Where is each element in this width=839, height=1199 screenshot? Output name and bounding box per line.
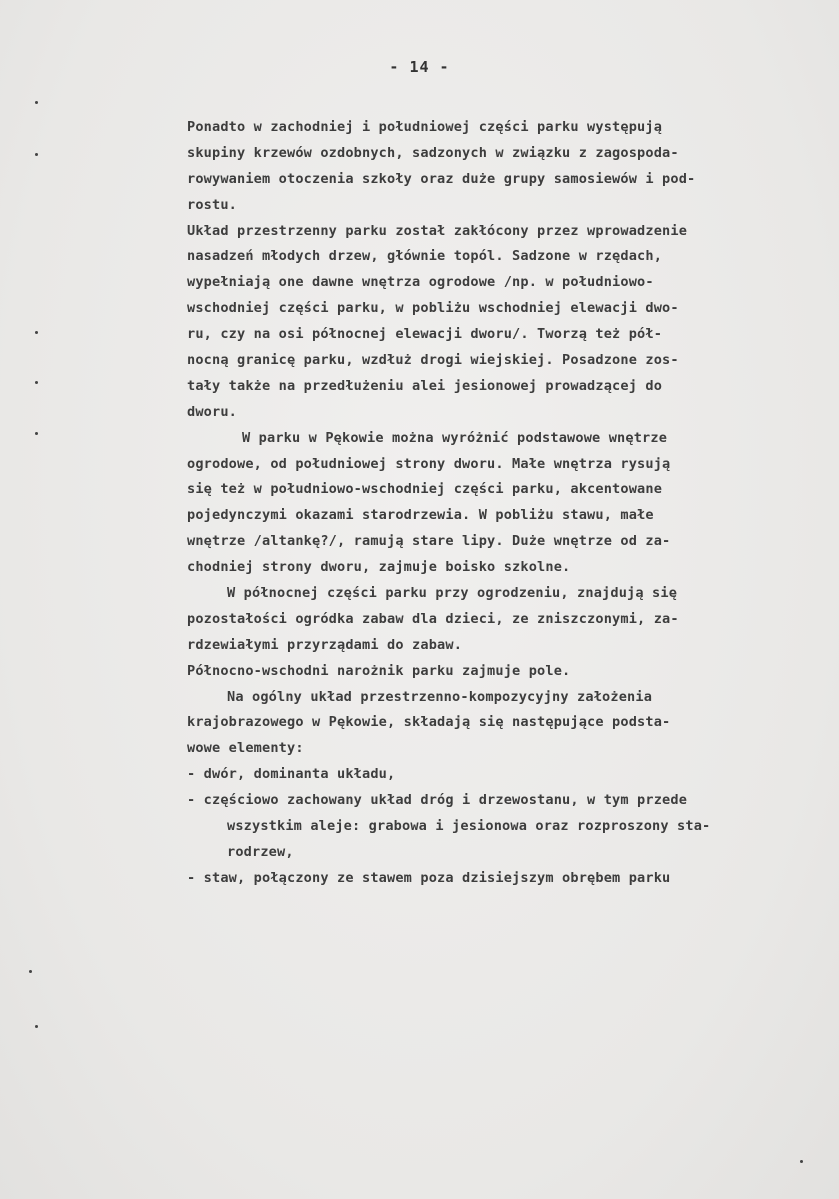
- text-line: Ponadto w zachodniej i południowej części parku występują: [187, 119, 663, 135]
- text-line: nasadzeń młodych drzew, głównie topól. Sadzone w rzędach,: [187, 248, 663, 265]
- text-line: pojedynczymi okazami starodrzewia. W pobliżu stawu, małe: [187, 507, 654, 524]
- list-item: - częściowo zachowany układ dróg i drzewostanu, w tym przede: [187, 792, 688, 809]
- text-line: się też w południowo-wschodniej części parku, akcentowane: [187, 481, 663, 498]
- text-line: ogrodowe, od południowej strony dworu. Małe wnętrza rysują: [187, 455, 671, 472]
- text-line: krajobrazowego w Pękowie, składają się następujące podsta-: [187, 714, 671, 731]
- text-line: Północno-wschodni narożnik parku zajmuje pole.: [187, 662, 571, 679]
- text-line: chodniej strony dworu, zajmuje boisko szkolne.: [187, 559, 571, 576]
- document-body: [187, 115, 819, 892]
- text-line: skupiny krzewów ozdobnych, sadzonych w związku z zagospoda-: [187, 144, 679, 161]
- text-line: rostu.: [187, 196, 238, 213]
- scan-speck: [35, 331, 38, 334]
- text-line: wnętrze /altankę?/, ramują stare lipy. Duże wnętrze od za-: [187, 533, 671, 550]
- scan-speck: [35, 101, 38, 104]
- text-line: rowywaniem otoczenia szkoły oraz duże grupy samosiewów i pod-: [187, 170, 696, 187]
- text-line: W północnej części parku przy ogrodzeniu, znajdują się: [227, 585, 678, 602]
- text-line: wschodniej części parku, w pobliżu wschodniej elewacji dwo-: [187, 300, 679, 317]
- text-line: ru, czy na osi północnej elewacji dworu/. Tworzą też pół-: [187, 326, 663, 343]
- text-line: wowe elementy:: [187, 740, 304, 757]
- text-line: pozostałości ogródka zabaw dla dzieci, ze zniszczonymi, za-: [187, 610, 679, 627]
- scan-speck: [35, 381, 38, 384]
- text-line: wszystkim aleje: grabowa i jesionowa oraz rozproszony sta-: [227, 818, 711, 835]
- scan-speck: [800, 1160, 803, 1163]
- scan-speck: [35, 432, 38, 435]
- scan-speck: [35, 1025, 38, 1028]
- list-item: - dwór, dominanta układu,: [187, 766, 396, 783]
- text-line: nocną granicę parku, wzdłuż drogi wiejskiej. Posadzone zos-: [187, 352, 679, 369]
- page-number: - 14 -: [389, 58, 450, 76]
- scan-speck: [29, 970, 32, 973]
- scan-speck: [35, 153, 38, 156]
- text-line: Na ogólny układ przestrzenno-kompozycyjny założenia: [227, 688, 653, 705]
- text-line: tały także na przedłużeniu alei jesionowej prowadzącej do: [187, 377, 663, 394]
- text-line: rodrzew,: [227, 843, 294, 860]
- text-line: wypełniają one dawne wnętrza ogrodowe /np. w południowo-: [187, 274, 654, 291]
- text-line: Układ przestrzenny parku został zakłócony przez wprowadzenie: [187, 222, 688, 239]
- text-line: dworu.: [187, 403, 238, 420]
- text-line: W parku w Pękowie można wyróżnić podstawowe wnętrze: [242, 429, 668, 446]
- text-line: rdzewiałymi przyrządami do zabaw.: [187, 636, 463, 653]
- list-item: - staw, połączony ze stawem poza dzisiejszym obrębem parku: [187, 869, 671, 886]
